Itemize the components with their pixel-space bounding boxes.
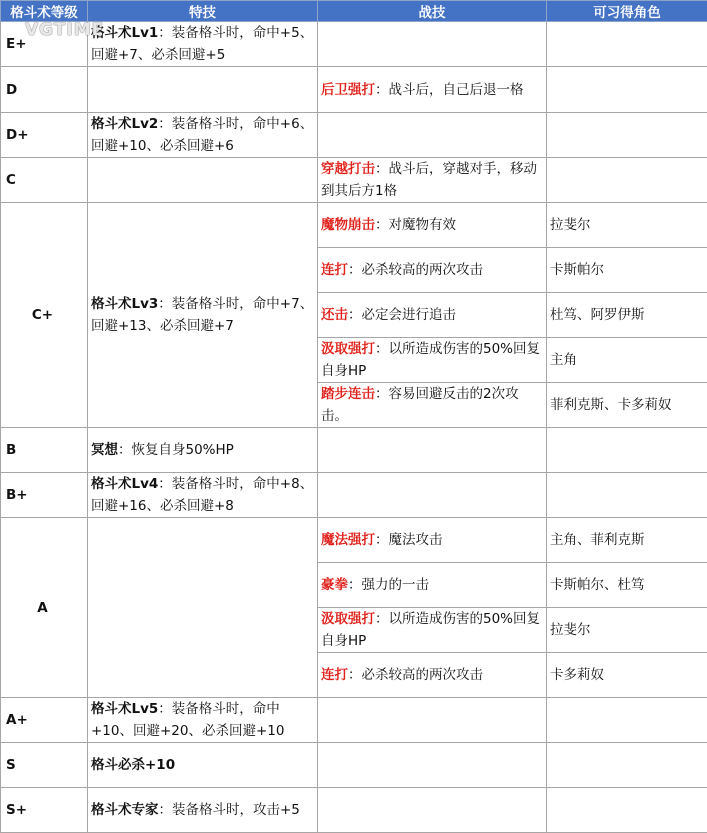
table-row [1,428,707,473]
skill-cell [88,22,318,67]
skill-cell [88,203,318,428]
technique-name: 穿越打击 [321,161,375,177]
characters-cell [547,67,707,113]
grade-cell: B+ [1,473,88,518]
characters-cell: 卡斯帕尔 [547,248,707,293]
technique-desc: ：容易回避反击的2次攻击。 [321,386,519,424]
technique-desc: ：魔法攻击 [375,532,443,548]
characters-cell [547,428,707,473]
technique-cell [318,383,547,428]
technique-desc: ：以所造成伤害的50%回复自身HP [321,611,540,649]
skill-cell [88,113,318,158]
technique-desc: ：战斗后，自己后退一格 [375,82,524,98]
technique-name: 魔法强打 [321,532,375,548]
technique-cell [318,698,547,743]
characters-cell: 菲利克斯、卡多莉奴 [547,383,707,428]
technique-cell [318,22,547,67]
technique-name: 汲取强打 [321,341,375,357]
skill-cell [88,428,318,473]
skill-name: 格斗术Lv2 [91,116,158,132]
table-row [1,22,707,67]
watermark-logo: VGTIME [25,20,104,40]
skill-name: 格斗术Lv3 [91,296,158,312]
skill-name: 格斗必杀+10 [91,757,175,773]
technique-cell [318,563,547,608]
technique-name: 魔物崩击 [321,217,375,233]
grade-cell: E+ [1,22,88,67]
skill-name: 格斗术Lv5 [91,701,158,717]
grade-cell: B [1,428,88,473]
characters-cell: 杜笃、阿罗伊斯 [547,293,707,338]
grade-cell: S+ [1,788,88,833]
grade-cell: C+ [1,203,88,428]
characters-cell: 主角 [547,338,707,383]
technique-cell [318,608,547,653]
technique-desc: ：以所造成伤害的50%回复自身HP [321,341,540,379]
technique-name: 连打 [321,667,348,683]
technique-desc: ：必杀较高的两次攻击 [348,667,483,683]
skill-cell [88,158,318,203]
characters-cell [547,788,707,833]
grade-cell: S [1,743,88,788]
grade-cell: A+ [1,698,88,743]
technique-name: 连打 [321,262,348,278]
header-row [1,1,707,22]
technique-desc: ：必杀较高的两次攻击 [348,262,483,278]
technique-cell [318,293,547,338]
table-row [1,67,707,113]
characters-cell: 拉斐尔 [547,203,707,248]
table-row [1,113,707,158]
skill-desc: ：装备格斗时，命中+10、回避+20、必杀回避+10 [91,701,284,739]
characters-cell [547,22,707,67]
characters-cell: 卡斯帕尔、杜笃 [547,563,707,608]
skill-cell [88,473,318,518]
technique-cell [318,158,547,203]
skill-name: 格斗术专家 [91,802,159,818]
skill-desc: ：装备格斗时，攻击+5 [159,802,300,818]
technique-name: 踏步连击 [321,386,375,402]
skill-cell [88,698,318,743]
technique-desc: ：对魔物有效 [375,217,456,233]
technique-cell [318,653,547,698]
skill-name: 格斗术Lv1 [91,25,158,41]
skill-desc: ：恢复自身50%HP [118,442,234,458]
technique-cell [318,113,547,158]
grade-cell: D+ [1,113,88,158]
technique-cell [318,473,547,518]
technique-cell [318,518,547,563]
skill-desc: ：装备格斗时，命中+7、回避+13、必杀回避+7 [91,296,313,334]
table-row [1,698,707,743]
table-row [1,158,707,203]
characters-cell [547,473,707,518]
skill-name: 冥想 [91,442,118,458]
grade-cell: C [1,158,88,203]
grade-cell: D [1,67,88,113]
header-technique: 战技 [318,1,547,22]
skill-cell [88,743,318,788]
skill-cell [88,67,318,113]
table-row [1,788,707,833]
characters-cell: 卡多莉奴 [547,653,707,698]
technique-name: 还击 [321,307,348,323]
table-row [1,518,707,563]
technique-name: 豪拳 [321,577,348,593]
technique-cell [318,248,547,293]
grade-cell: A [1,518,88,698]
technique-cell [318,67,547,113]
technique-cell [318,743,547,788]
skill-desc: ：装备格斗时，命中+8、回避+16、必杀回避+8 [91,476,313,514]
technique-name: 后卫强打 [321,82,375,98]
technique-desc: ：强力的一击 [348,577,429,593]
header-characters: 可习得角色 [547,1,707,22]
characters-cell [547,743,707,788]
characters-cell: 拉斐尔 [547,608,707,653]
header-skill: 特技 [88,1,318,22]
table-body [1,22,707,833]
skill-name: 格斗术Lv4 [91,476,158,492]
technique-cell [318,788,547,833]
skill-desc: ：装备格斗时，命中+6、回避+10、必杀回避+6 [91,116,313,154]
table-row [1,473,707,518]
table-row [1,743,707,788]
characters-cell [547,113,707,158]
technique-cell [318,338,547,383]
technique-name: 汲取强打 [321,611,375,627]
skill-desc: ：装备格斗时，命中+5、回避+7、必杀回避+5 [91,25,313,63]
technique-desc: ：必定会进行追击 [348,307,456,323]
header-grade: 格斗术等级 [1,1,88,22]
technique-cell [318,203,547,248]
technique-desc: ：战斗后，穿越对手，移动到其后方1格 [321,161,537,199]
characters-cell: 主角、菲利克斯 [547,518,707,563]
skill-cell [88,518,318,698]
technique-cell [318,428,547,473]
table-row [1,203,707,248]
skill-cell [88,788,318,833]
characters-cell [547,158,707,203]
characters-cell [547,698,707,743]
